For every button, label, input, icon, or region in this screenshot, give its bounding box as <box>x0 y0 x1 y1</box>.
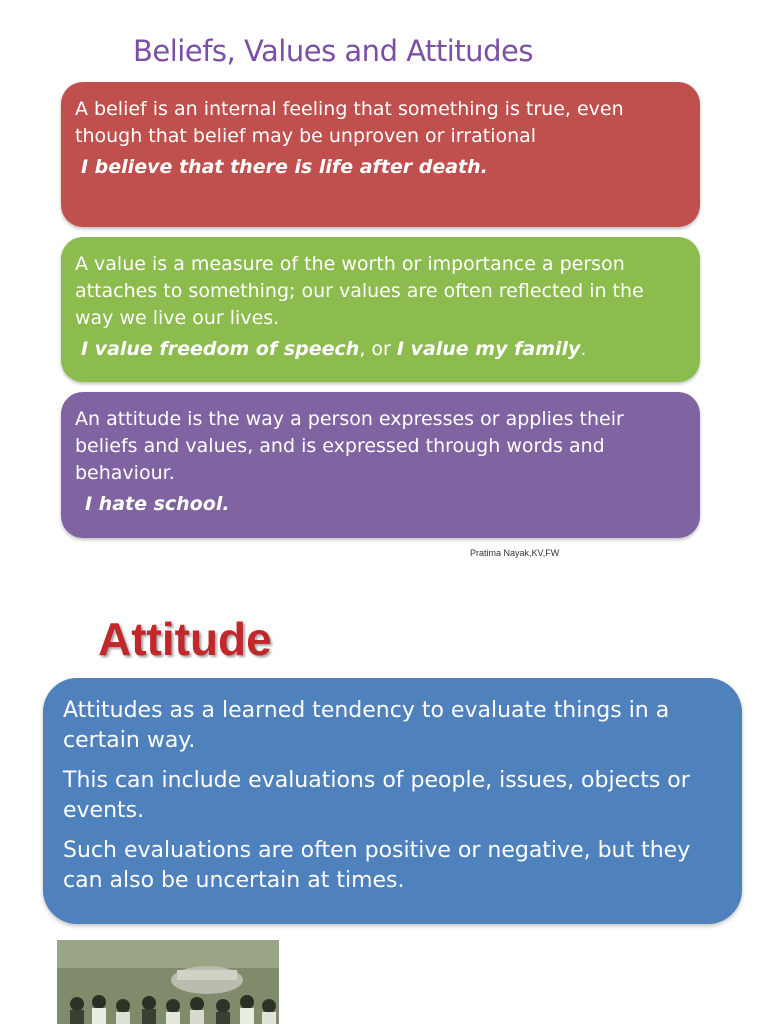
students-photo-illustration <box>57 940 279 1024</box>
belief-card <box>61 82 700 227</box>
students-photo <box>57 940 279 1024</box>
value-example-part1: I value freedom of speech <box>81 338 360 360</box>
attitude-point: Such evaluations are often positive or negative, but they can also be uncertain at times. <box>63 838 691 893</box>
value-example-connector: , or <box>359 338 397 360</box>
attitude-card <box>61 392 700 538</box>
value-definition: A value is a measure of the worth or importance a person attaches to something; our values are often reflected in the way we live our lives. <box>75 253 644 329</box>
attitude-point: This can include evaluations of people, issues, objects or events. <box>63 768 690 823</box>
attitude-definition: An attitude is the way a person expresses or applies their beliefs and values, and is expressed through words and behaviour. <box>75 408 624 484</box>
value-example-end: . <box>580 338 587 360</box>
author-credit: Pratima Nayak,KV,FW <box>470 548 560 558</box>
slide-title: Beliefs, Values and Attitudes <box>133 34 533 68</box>
attitude-point: Attitudes as a learned tendency to evaluate things in a certain way. <box>63 698 670 753</box>
attitude-example: I hate school. <box>85 493 230 515</box>
attitude-title: Attitude <box>98 613 272 665</box>
value-example <box>75 338 686 360</box>
attitude-description-card <box>43 678 742 924</box>
belief-example: I believe that there is life after death. <box>81 156 488 178</box>
value-card <box>61 237 700 382</box>
belief-definition: A belief is an internal feeling that something is true, even though that belief may be unproven or irrational <box>75 98 624 147</box>
value-example-part2: I value my family <box>396 338 581 360</box>
